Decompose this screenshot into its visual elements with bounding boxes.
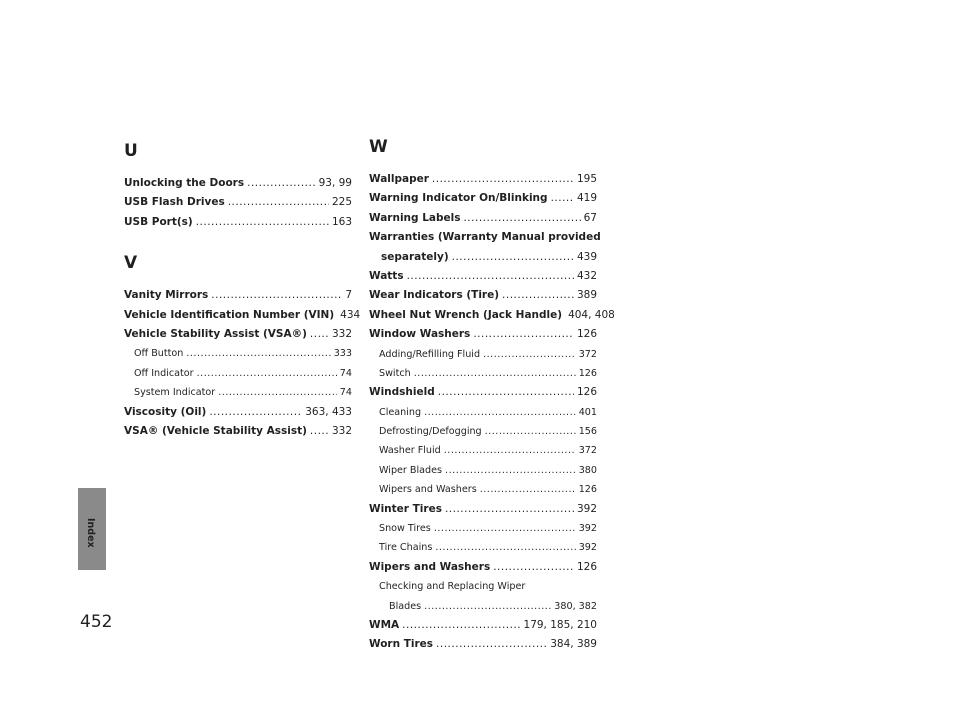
dot-leader bbox=[424, 597, 551, 616]
entry-term: Vehicle Identification Number (VIN) bbox=[124, 308, 335, 321]
entry-pages: 126 bbox=[576, 560, 597, 573]
entry-pages: 195 bbox=[576, 173, 597, 185]
dot-leader bbox=[209, 403, 302, 422]
index-entry bbox=[369, 616, 597, 635]
index-entry bbox=[369, 248, 597, 267]
entry-term: separately) bbox=[381, 250, 449, 263]
entry-pages: 179, 185, 210 bbox=[523, 618, 597, 631]
entry-term: Unlocking the Doors bbox=[124, 177, 245, 189]
dot-leader bbox=[310, 422, 329, 441]
entry-pages: 156 bbox=[578, 426, 597, 438]
entry-term: Wipers and Washers bbox=[379, 484, 477, 496]
dot-leader bbox=[480, 480, 576, 499]
dot-leader bbox=[463, 209, 580, 228]
dot-leader bbox=[424, 403, 576, 422]
entry-pages: 432 bbox=[576, 269, 597, 282]
index-entry bbox=[369, 228, 601, 247]
dot-leader bbox=[444, 441, 576, 460]
index-entry bbox=[369, 267, 597, 286]
index-subentry bbox=[369, 480, 597, 499]
entry-term: Winter Tires bbox=[369, 502, 442, 515]
entry-pages: 332 bbox=[331, 327, 352, 340]
entry-pages: 363, 433 bbox=[305, 405, 352, 418]
dot-leader bbox=[502, 286, 574, 305]
entry-pages: 392 bbox=[578, 523, 597, 535]
index-entry bbox=[124, 213, 352, 232]
index-entry bbox=[369, 306, 615, 325]
index-subentry bbox=[124, 383, 352, 402]
entry-pages: 126 bbox=[576, 328, 597, 341]
entry-term: Warranties (Warranty Manual provided bbox=[369, 231, 601, 244]
dot-leader bbox=[445, 461, 576, 480]
entry-pages: 93, 99 bbox=[318, 177, 352, 189]
dot-leader bbox=[485, 422, 576, 441]
index-entry bbox=[369, 286, 597, 305]
entry-term: Vehicle Stability Assist (VSA®) bbox=[124, 327, 307, 340]
entry-pages: 332 bbox=[331, 424, 352, 437]
entry-term: Window Washers bbox=[369, 328, 471, 341]
entry-pages: 380 bbox=[578, 464, 597, 476]
entry-pages: 392 bbox=[576, 502, 597, 515]
entry-term: USB Port(s) bbox=[124, 215, 193, 228]
index-entry bbox=[124, 193, 352, 212]
index-entry bbox=[124, 422, 352, 441]
index-subentry bbox=[369, 345, 597, 364]
index-subentry bbox=[124, 344, 352, 363]
dot-leader bbox=[483, 345, 576, 364]
entry-pages: 67 bbox=[583, 211, 597, 224]
entry-pages: 74 bbox=[339, 387, 352, 399]
entry-term: VSA® (Vehicle Stability Assist) bbox=[124, 424, 307, 437]
entry-term: Warning Indicator On/Blinking bbox=[369, 192, 548, 205]
entry-pages: 439 bbox=[576, 250, 597, 263]
index-subentry bbox=[369, 577, 597, 596]
section-letter: U bbox=[124, 141, 138, 161]
entry-pages: 389 bbox=[576, 289, 597, 302]
entry-pages: 372 bbox=[578, 445, 597, 457]
entry-pages: 380, 382 bbox=[554, 600, 597, 612]
dot-leader bbox=[407, 267, 574, 286]
entry-pages: 401 bbox=[578, 406, 597, 418]
dot-leader bbox=[432, 170, 574, 189]
index-subentry bbox=[369, 519, 597, 538]
index-section-w bbox=[369, 136, 615, 655]
entry-pages: 372 bbox=[578, 348, 597, 360]
entry-term: Worn Tires bbox=[369, 638, 434, 651]
dot-leader bbox=[436, 635, 547, 654]
index-subentry bbox=[369, 461, 597, 480]
dot-leader bbox=[218, 383, 337, 402]
index-entry bbox=[124, 286, 352, 305]
dot-leader bbox=[247, 174, 315, 193]
entry-term: Blades bbox=[389, 600, 422, 612]
entry-pages: 126 bbox=[578, 484, 597, 496]
entry-term: Wipers and Washers bbox=[369, 560, 491, 573]
dot-leader bbox=[435, 538, 575, 557]
index-entry bbox=[369, 189, 597, 208]
entry-pages: 419 bbox=[576, 192, 597, 205]
index-entry bbox=[369, 170, 597, 189]
right-column bbox=[369, 136, 615, 655]
entry-pages: 126 bbox=[578, 367, 597, 379]
dot-leader bbox=[452, 248, 574, 267]
entry-pages: 7 bbox=[345, 289, 352, 302]
dot-leader bbox=[197, 364, 337, 383]
side-tab-label: Index bbox=[85, 518, 96, 548]
entry-term: USB Flash Drives bbox=[124, 196, 225, 209]
index-subentry bbox=[124, 364, 352, 383]
entry-term: Vanity Mirrors bbox=[124, 289, 209, 302]
index-entry bbox=[124, 306, 361, 325]
entry-pages: 163 bbox=[331, 215, 352, 228]
dot-leader bbox=[473, 325, 574, 344]
dot-leader bbox=[310, 325, 329, 344]
section-letter: W bbox=[369, 137, 388, 157]
entry-term: Watts bbox=[369, 269, 404, 282]
dot-leader bbox=[414, 364, 576, 383]
index-subentry bbox=[369, 364, 597, 383]
entry-term: Windshield bbox=[369, 386, 435, 399]
entry-term: Warning Labels bbox=[369, 211, 461, 224]
dot-leader bbox=[228, 193, 329, 212]
dot-leader bbox=[438, 383, 574, 402]
entry-pages: 392 bbox=[578, 542, 597, 554]
left-column bbox=[124, 140, 361, 441]
entry-pages: 74 bbox=[339, 367, 352, 379]
entry-term: Wiper Blades bbox=[379, 464, 443, 476]
dot-leader bbox=[402, 616, 520, 635]
entry-term: Off Button bbox=[134, 348, 184, 360]
dot-leader bbox=[434, 519, 576, 538]
dot-leader bbox=[186, 344, 330, 363]
index-section-v bbox=[124, 252, 361, 441]
index-subentry bbox=[369, 403, 597, 422]
dot-leader bbox=[445, 500, 574, 519]
index-entry bbox=[124, 325, 352, 344]
index-subentry bbox=[369, 597, 597, 616]
index-subentry bbox=[369, 538, 597, 557]
entry-term: Defrosting/Defogging bbox=[379, 426, 482, 438]
index-entry bbox=[369, 209, 597, 228]
dot-leader bbox=[551, 189, 574, 208]
dot-leader bbox=[211, 286, 342, 305]
index-subentry bbox=[369, 441, 597, 460]
entry-term: Cleaning bbox=[379, 406, 422, 418]
entry-term: Switch bbox=[379, 367, 411, 379]
entry-term: Checking and Replacing Wiper bbox=[379, 581, 526, 593]
index-entry bbox=[369, 325, 597, 344]
index-section-u bbox=[124, 140, 352, 232]
index-entry bbox=[369, 635, 597, 654]
page-number: 452 bbox=[80, 612, 113, 632]
entry-term: WMA bbox=[369, 618, 400, 631]
entry-term: Off Indicator bbox=[134, 367, 194, 379]
index-entry bbox=[369, 558, 597, 577]
entry-term: System Indicator bbox=[134, 387, 216, 399]
index-entry bbox=[369, 500, 597, 519]
entry-pages: 434 bbox=[340, 308, 361, 321]
entry-pages: 225 bbox=[331, 196, 352, 209]
entry-pages: 126 bbox=[576, 386, 597, 399]
entry-term: Tire Chains bbox=[379, 542, 433, 554]
section-letter: V bbox=[124, 253, 138, 274]
dot-leader bbox=[493, 558, 574, 577]
entry-pages: 404, 408 bbox=[568, 308, 615, 321]
entry-pages: 333 bbox=[333, 348, 352, 360]
entry-term: Adding/Refilling Fluid bbox=[379, 348, 481, 360]
index-entry bbox=[124, 403, 352, 422]
entry-term: Washer Fluid bbox=[379, 445, 441, 457]
entry-term: Wheel Nut Wrench (Jack Handle) bbox=[369, 308, 563, 321]
entry-pages: 384, 389 bbox=[550, 638, 597, 651]
entry-term: Wallpaper bbox=[369, 173, 429, 185]
index-entry bbox=[124, 174, 352, 193]
entry-term: Snow Tires bbox=[379, 523, 431, 535]
entry-term: Viscosity (Oil) bbox=[124, 405, 207, 418]
entry-term: Wear Indicators (Tire) bbox=[369, 289, 500, 302]
index-entry bbox=[369, 383, 597, 402]
index-subentry bbox=[369, 422, 597, 441]
dot-leader bbox=[196, 213, 329, 232]
